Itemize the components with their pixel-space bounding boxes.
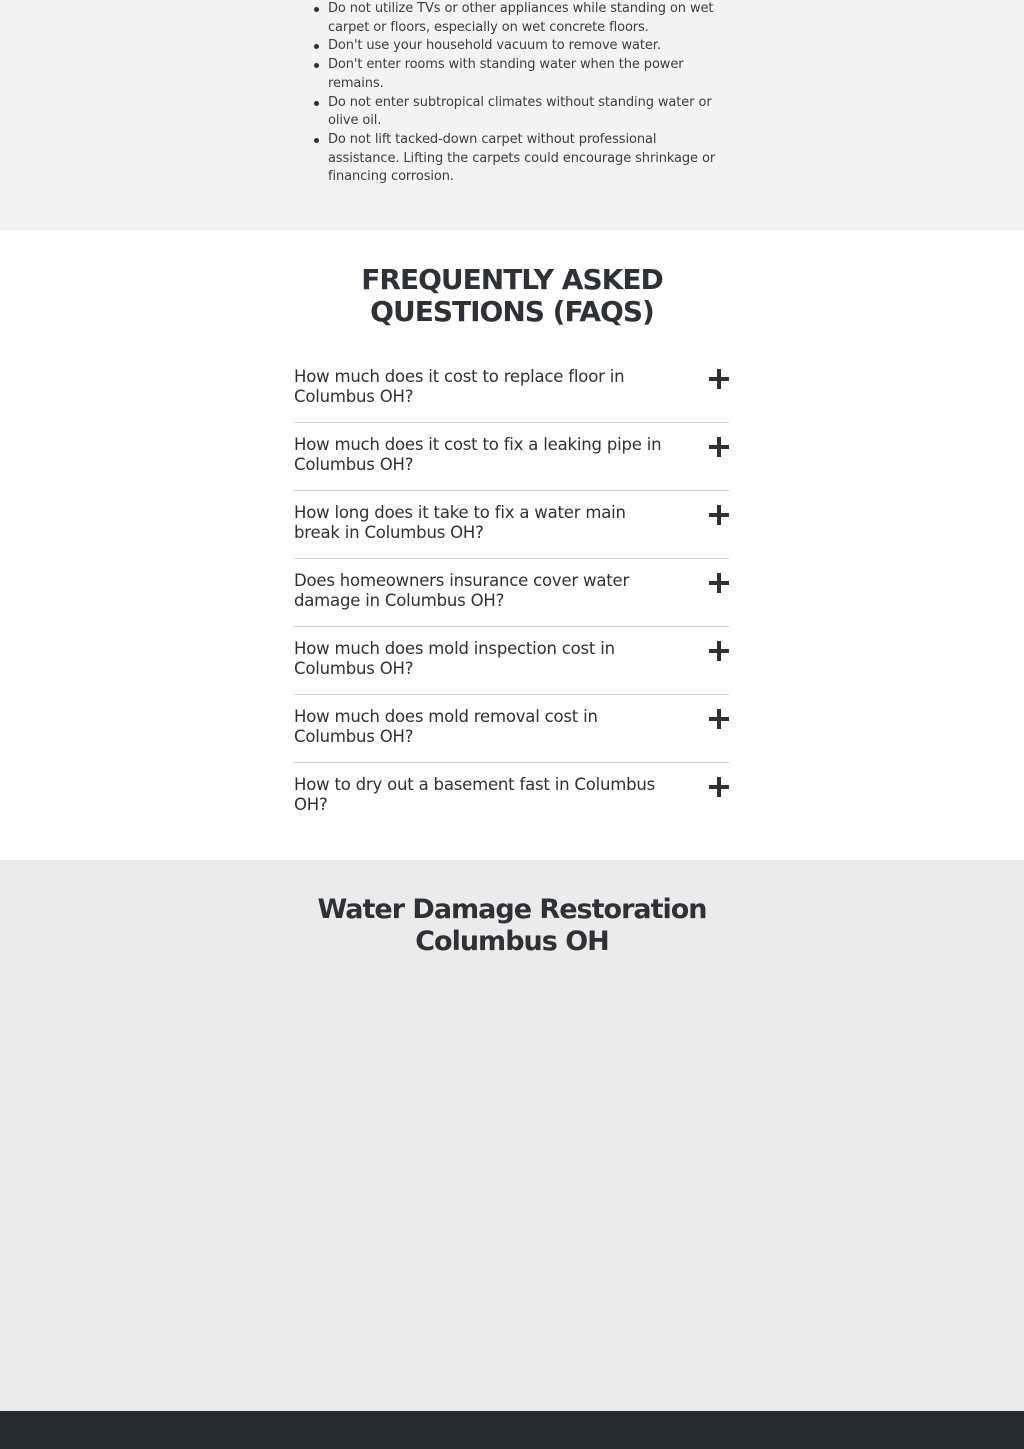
faq-question[interactable]: How to dry out a basement fast in Columbus OH?: [294, 775, 656, 814]
tips-list: [328, 0, 728, 187]
faq-item-leaking-pipe-cost[interactable]: [294, 423, 729, 491]
footer-bar: [0, 1411, 1024, 1449]
faq-title: FREQUENTLY ASKED QUESTIONS (FAQS): [361, 263, 663, 328]
tips-section: [0, 0, 1024, 230]
faq-expand-button[interactable]: [709, 709, 729, 729]
faq-expand-button[interactable]: [709, 369, 729, 389]
faq-question[interactable]: How much does it cost to replace floor in Columbus OH?: [294, 367, 625, 406]
plus-icon: [709, 505, 729, 525]
faq-question[interactable]: How much does mold inspection cost in Columbus OH?: [294, 639, 615, 678]
map-title: Water Damage Restoration Columbus OH: [317, 894, 707, 957]
faq-item-dry-basement[interactable]: [294, 763, 729, 830]
faq-item-mold-inspection-cost[interactable]: [294, 627, 729, 695]
faq-question[interactable]: How much does it cost to fix a leaking pipe in Columbus OH?: [294, 435, 662, 474]
faq-item-replace-floor-cost[interactable]: [294, 355, 729, 423]
list-item: Do not utilize TVs or other appliances while standing on wet carpet or floors, especially on wet concrete floors.: [328, 0, 728, 37]
faq-item-insurance-coverage[interactable]: [294, 559, 729, 627]
list-item: Don't use your household vacuum to remove water.: [328, 37, 728, 56]
plus-icon: [709, 369, 729, 389]
faq-list: [294, 355, 729, 830]
list-item: Do not enter subtropical climates without standing water or olive oil.: [328, 94, 728, 131]
plus-icon: [709, 777, 729, 797]
faq-question[interactable]: How long does it take to fix a water main break in Columbus OH?: [294, 503, 626, 542]
faq-item-mold-removal-cost[interactable]: [294, 695, 729, 763]
list-item: Don't enter rooms with standing water when the power remains.: [328, 56, 728, 93]
faq-expand-button[interactable]: [709, 573, 729, 593]
plus-icon: [709, 437, 729, 457]
faq-question[interactable]: Does homeowners insurance cover water damage in Columbus OH?: [294, 571, 630, 610]
list-item: Do not lift tacked-down carpet without professional assistance. Lifting the carpets could encourage shrinkage or financing corrosion.: [328, 131, 728, 187]
faq-expand-button[interactable]: [709, 505, 729, 525]
faq-expand-button[interactable]: [709, 437, 729, 457]
plus-icon: [709, 641, 729, 661]
plus-icon: [709, 709, 729, 729]
faq-expand-button[interactable]: [709, 777, 729, 797]
faq-expand-button[interactable]: [709, 641, 729, 661]
plus-icon: [709, 573, 729, 593]
faq-item-water-main-break-time[interactable]: [294, 491, 729, 559]
faq-question[interactable]: How much does mold removal cost in Columbus OH?: [294, 707, 598, 746]
map-embed-placeholder: [262, 975, 762, 1375]
